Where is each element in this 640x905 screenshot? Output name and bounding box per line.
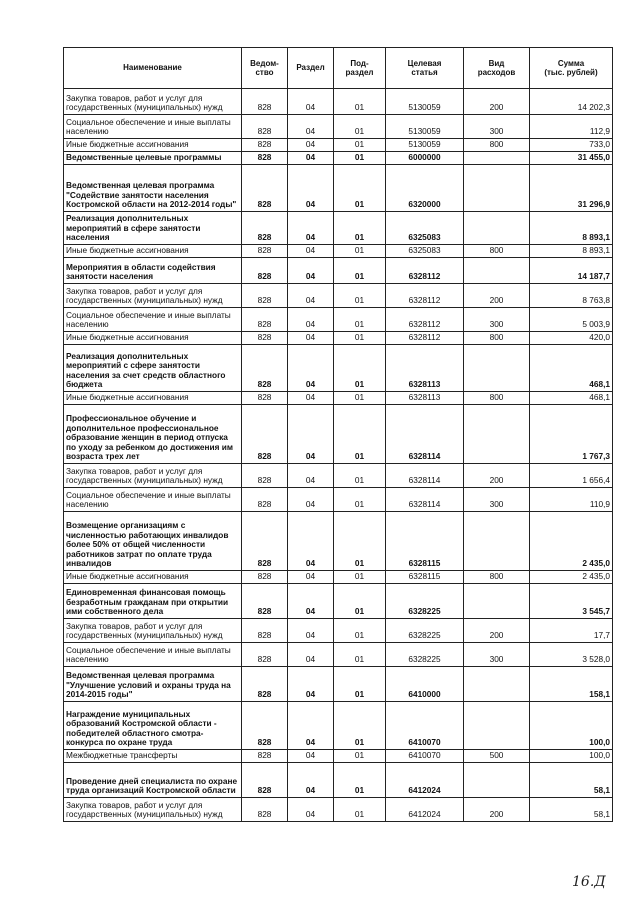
cell-target: 6328114 [386, 405, 464, 464]
cell-dept: 828 [242, 667, 288, 702]
cell-target: 6412024 [386, 798, 464, 822]
cell-expense: 800 [464, 332, 530, 345]
cell-amount: 5 003,9 [530, 308, 613, 332]
table-row [64, 643, 613, 667]
cell-name: Закупка товаров, работ и услуг для государственных (муниципальных) нужд [64, 464, 242, 488]
table-row [64, 258, 613, 284]
cell-dept: 828 [242, 345, 288, 392]
cell-subsection: 01 [334, 332, 386, 345]
cell-section: 04 [288, 405, 334, 464]
cell-subsection: 01 [334, 584, 386, 619]
cell-name: Закупка товаров, работ и услуг для государственных (муниципальных) нужд [64, 284, 242, 308]
cell-name: Реализация дополнительных мероприятий с сфере занятости населения за счет средств областного бюджета [64, 345, 242, 392]
table-row [64, 165, 613, 212]
cell-subsection: 01 [334, 89, 386, 115]
cell-dept: 828 [242, 332, 288, 345]
table-row [64, 152, 613, 165]
header-amount: Сумма (тыс. рублей) [530, 48, 613, 89]
cell-subsection: 01 [334, 464, 386, 488]
cell-expense: 800 [464, 139, 530, 152]
cell-target: 6328115 [386, 571, 464, 584]
cell-target: 5130059 [386, 115, 464, 139]
cell-amount: 3 528,0 [530, 643, 613, 667]
cell-name: Ведомственная целевая программа "Улучшение условий и охраны труда на 2014-2015 годы" [64, 667, 242, 702]
cell-subsection: 01 [334, 245, 386, 258]
cell-amount: 14 187,7 [530, 258, 613, 284]
cell-name: Иные бюджетные ассигнования [64, 139, 242, 152]
cell-amount: 3 545,7 [530, 584, 613, 619]
cell-dept: 828 [242, 165, 288, 212]
table-row [64, 212, 613, 245]
cell-amount: 17,7 [530, 619, 613, 643]
cell-amount: 1 767,3 [530, 405, 613, 464]
cell-dept: 828 [242, 392, 288, 405]
table-row [64, 702, 613, 750]
cell-section: 04 [288, 89, 334, 115]
cell-target: 6328113 [386, 345, 464, 392]
cell-expense: 300 [464, 643, 530, 667]
cell-subsection: 01 [334, 571, 386, 584]
cell-amount: 420,0 [530, 332, 613, 345]
cell-section: 04 [288, 308, 334, 332]
header-dept: Ведом- ство [242, 48, 288, 89]
cell-subsection: 01 [334, 405, 386, 464]
cell-expense: 800 [464, 392, 530, 405]
cell-amount: 1 656,4 [530, 464, 613, 488]
cell-name: Проведение дней специалиста по охране труда организаций Костромской области [64, 763, 242, 798]
cell-name: Закупка товаров, работ и услуг для государственных (муниципальных) нужд [64, 619, 242, 643]
table-row [64, 115, 613, 139]
cell-target: 6328225 [386, 584, 464, 619]
cell-section: 04 [288, 152, 334, 165]
cell-expense [464, 667, 530, 702]
cell-section: 04 [288, 512, 334, 571]
cell-name: Иные бюджетные ассигнования [64, 571, 242, 584]
cell-expense: 800 [464, 245, 530, 258]
cell-section: 04 [288, 571, 334, 584]
cell-expense: 200 [464, 798, 530, 822]
cell-expense: 500 [464, 750, 530, 763]
cell-expense: 200 [464, 619, 530, 643]
cell-target: 6328225 [386, 619, 464, 643]
cell-section: 04 [288, 212, 334, 245]
cell-amount: 8 763,8 [530, 284, 613, 308]
header-target: Целевая статья [386, 48, 464, 89]
cell-name: Иные бюджетные ассигнования [64, 392, 242, 405]
cell-section: 04 [288, 345, 334, 392]
cell-name: Закупка товаров, работ и услуг для государственных (муниципальных) нужд [64, 798, 242, 822]
cell-name: Награждение муниципальных образований Костромской области - победителей областного смотра-конкурса по охране труда [64, 702, 242, 750]
cell-subsection: 01 [334, 165, 386, 212]
cell-subsection: 01 [334, 643, 386, 667]
cell-dept: 828 [242, 798, 288, 822]
cell-dept: 828 [242, 464, 288, 488]
cell-amount: 2 435,0 [530, 512, 613, 571]
table-row [64, 139, 613, 152]
cell-section: 04 [288, 667, 334, 702]
cell-subsection: 01 [334, 512, 386, 571]
table-row [64, 619, 613, 643]
cell-dept: 828 [242, 284, 288, 308]
cell-target: 5130059 [386, 139, 464, 152]
cell-name: Мероприятия в области содействия занятости населения [64, 258, 242, 284]
cell-amount: 158,1 [530, 667, 613, 702]
table-row [64, 245, 613, 258]
table-header [64, 48, 613, 89]
table-row [64, 345, 613, 392]
header-row [64, 48, 613, 89]
cell-name: Профессиональное обучение и дополнительное профессиональное образование женщин в период отпуска по уходу за ребенком до достижения им возраста трех лет [64, 405, 242, 464]
cell-amount: 14 202,3 [530, 89, 613, 115]
cell-section: 04 [288, 245, 334, 258]
cell-section: 04 [288, 139, 334, 152]
cell-dept: 828 [242, 258, 288, 284]
cell-amount: 112,9 [530, 115, 613, 139]
table-row [64, 571, 613, 584]
cell-subsection: 01 [334, 212, 386, 245]
cell-section: 04 [288, 464, 334, 488]
cell-name: Межбюджетные трансферты [64, 750, 242, 763]
table-row [64, 763, 613, 798]
cell-subsection: 01 [334, 152, 386, 165]
cell-subsection: 01 [334, 115, 386, 139]
cell-subsection: 01 [334, 798, 386, 822]
cell-dept: 828 [242, 245, 288, 258]
cell-expense: 200 [464, 89, 530, 115]
cell-expense: 200 [464, 284, 530, 308]
cell-target: 6328225 [386, 643, 464, 667]
cell-section: 04 [288, 392, 334, 405]
cell-expense [464, 212, 530, 245]
cell-amount: 110,9 [530, 488, 613, 512]
cell-expense: 300 [464, 115, 530, 139]
cell-target: 6328114 [386, 488, 464, 512]
cell-section: 04 [288, 165, 334, 212]
cell-target: 6328113 [386, 392, 464, 405]
table-row [64, 750, 613, 763]
cell-name: Иные бюджетные ассигнования [64, 332, 242, 345]
cell-subsection: 01 [334, 284, 386, 308]
cell-section: 04 [288, 798, 334, 822]
cell-name: Единовременная финансовая помощь безработным гражданам при открытии ими собственного дела [64, 584, 242, 619]
cell-name: Закупка товаров, работ и услуг для государственных (муниципальных) нужд [64, 89, 242, 115]
table-row [64, 308, 613, 332]
cell-name: Ведомственная целевая программа "Содействие занятости населения Костромской области на 2012-2014 годы" [64, 165, 242, 212]
cell-name: Возмещение организациям с численностью работающих инвалидов более 50% от общей численности работников затрат по оплате труда инвалидов [64, 512, 242, 571]
cell-dept: 828 [242, 405, 288, 464]
cell-target: 6328112 [386, 332, 464, 345]
cell-expense [464, 584, 530, 619]
cell-dept: 828 [242, 619, 288, 643]
cell-target: 6412024 [386, 763, 464, 798]
cell-name: Социальное обеспечение и иные выплаты населению [64, 115, 242, 139]
cell-subsection: 01 [334, 619, 386, 643]
cell-section: 04 [288, 619, 334, 643]
cell-dept: 828 [242, 512, 288, 571]
cell-amount: 8 893,1 [530, 212, 613, 245]
handwritten-signature: 16.Д [572, 874, 606, 890]
cell-section: 04 [288, 643, 334, 667]
header-section: Раздел [288, 48, 334, 89]
cell-section: 04 [288, 488, 334, 512]
cell-expense [464, 763, 530, 798]
cell-dept: 828 [242, 115, 288, 139]
cell-target: 6328115 [386, 512, 464, 571]
cell-dept: 828 [242, 584, 288, 619]
cell-expense [464, 258, 530, 284]
cell-target: 6325083 [386, 245, 464, 258]
table-body [64, 89, 613, 822]
cell-target: 6328112 [386, 258, 464, 284]
cell-dept: 828 [242, 750, 288, 763]
table-row [64, 512, 613, 571]
cell-dept: 828 [242, 643, 288, 667]
cell-subsection: 01 [334, 308, 386, 332]
cell-amount: 100,0 [530, 750, 613, 763]
cell-expense [464, 165, 530, 212]
cell-target: 6410070 [386, 750, 464, 763]
cell-subsection: 01 [334, 488, 386, 512]
cell-name: Ведомственные целевые программы [64, 152, 242, 165]
cell-expense: 300 [464, 488, 530, 512]
cell-subsection: 01 [334, 139, 386, 152]
budget-table [63, 47, 613, 822]
cell-target: 6000000 [386, 152, 464, 165]
cell-target: 6328112 [386, 308, 464, 332]
cell-target: 5130059 [386, 89, 464, 115]
cell-dept: 828 [242, 89, 288, 115]
cell-name: Социальное обеспечение и иные выплаты населению [64, 308, 242, 332]
table-row [64, 667, 613, 702]
cell-subsection: 01 [334, 763, 386, 798]
cell-target: 6320000 [386, 165, 464, 212]
cell-subsection: 01 [334, 702, 386, 750]
cell-section: 04 [288, 115, 334, 139]
cell-name: Иные бюджетные ассигнования [64, 245, 242, 258]
table-row [64, 332, 613, 345]
cell-dept: 828 [242, 702, 288, 750]
cell-amount: 2 435,0 [530, 571, 613, 584]
cell-dept: 828 [242, 488, 288, 512]
cell-target: 6328112 [386, 284, 464, 308]
cell-amount: 58,1 [530, 798, 613, 822]
cell-expense: 800 [464, 571, 530, 584]
cell-section: 04 [288, 258, 334, 284]
cell-subsection: 01 [334, 750, 386, 763]
cell-target: 6325083 [386, 212, 464, 245]
cell-name: Социальное обеспечение и иные выплаты населению [64, 643, 242, 667]
table-row [64, 405, 613, 464]
table-row [64, 89, 613, 115]
header-expense: Вид расходов [464, 48, 530, 89]
cell-amount: 100,0 [530, 702, 613, 750]
cell-amount: 733,0 [530, 139, 613, 152]
cell-name: Реализация дополнительных мероприятий в сфере занятости населения [64, 212, 242, 245]
cell-amount: 468,1 [530, 392, 613, 405]
cell-expense: 200 [464, 464, 530, 488]
cell-expense [464, 512, 530, 571]
cell-amount: 468,1 [530, 345, 613, 392]
cell-expense [464, 405, 530, 464]
cell-subsection: 01 [334, 345, 386, 392]
cell-section: 04 [288, 584, 334, 619]
cell-amount: 31 455,0 [530, 152, 613, 165]
header-subsection: Под- раздел [334, 48, 386, 89]
cell-dept: 828 [242, 152, 288, 165]
cell-subsection: 01 [334, 392, 386, 405]
cell-section: 04 [288, 763, 334, 798]
cell-section: 04 [288, 750, 334, 763]
cell-expense [464, 702, 530, 750]
cell-target: 6328114 [386, 464, 464, 488]
table-row [64, 798, 613, 822]
header-name: Наименование [64, 48, 242, 89]
cell-section: 04 [288, 702, 334, 750]
cell-expense [464, 345, 530, 392]
cell-dept: 828 [242, 139, 288, 152]
table-row [64, 488, 613, 512]
table-row [64, 392, 613, 405]
cell-subsection: 01 [334, 667, 386, 702]
table-row [64, 464, 613, 488]
table-row [64, 584, 613, 619]
cell-section: 04 [288, 332, 334, 345]
cell-section: 04 [288, 284, 334, 308]
table-row [64, 284, 613, 308]
cell-dept: 828 [242, 571, 288, 584]
cell-dept: 828 [242, 212, 288, 245]
cell-amount: 8 893,1 [530, 245, 613, 258]
cell-dept: 828 [242, 763, 288, 798]
cell-target: 6410000 [386, 667, 464, 702]
cell-dept: 828 [242, 308, 288, 332]
cell-amount: 31 296,9 [530, 165, 613, 212]
cell-expense: 300 [464, 308, 530, 332]
cell-name: Социальное обеспечение и иные выплаты населению [64, 488, 242, 512]
cell-subsection: 01 [334, 258, 386, 284]
cell-amount: 58,1 [530, 763, 613, 798]
cell-target: 6410070 [386, 702, 464, 750]
cell-expense [464, 152, 530, 165]
